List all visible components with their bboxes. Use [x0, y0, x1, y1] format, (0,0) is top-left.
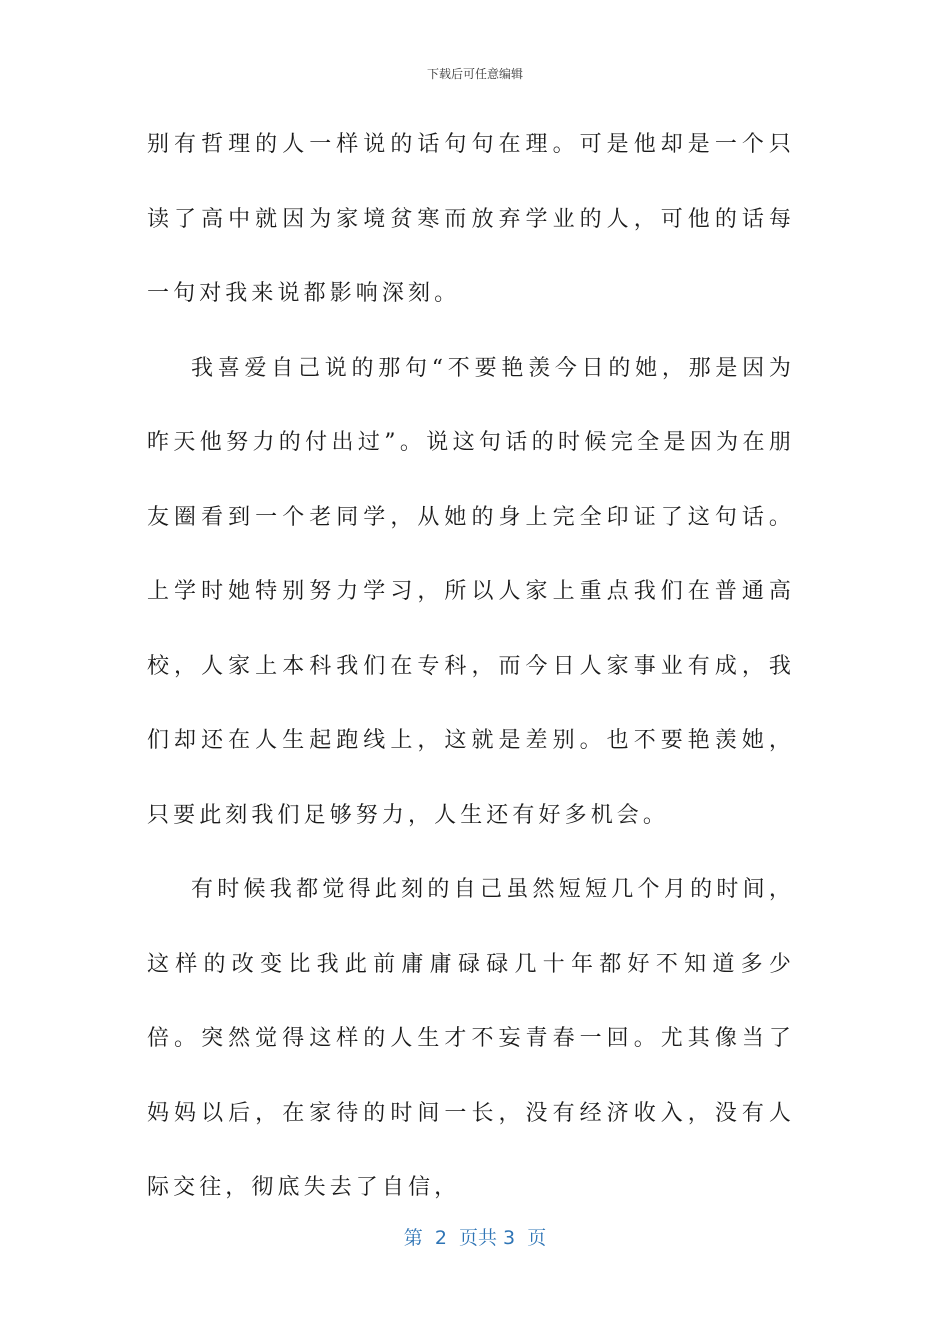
document-body [147, 108, 795, 1226]
page-number-footer: 第 2 页共 3 页 [403, 1227, 547, 1249]
page-header: 下载后可任意编辑 [426, 67, 523, 81]
paragraph-1: 别有哲理的人一样说的话句句在理。可是他却是一个只读了高中就因为家境贫寒而放弃学业的人，可他的话每一句对我来说都影响深刻。 [147, 132, 795, 306]
paragraph-3: 有时候我都觉得此刻的自己虽然短短几个月的时间，这样的改变比我此前庸庸碌碌几十年都好不知道多少倍。突然觉得这样的人生才不妄青春一回。尤其像当了妈妈以后，在家待的时间一长，没有经济收入，没有人际交往，彻底失去了自信， [147, 877, 795, 1200]
paragraph-2: 我喜爱自己说的那句“不要艳羡今日的她，那是因为昨天他努力的付出过”。说这句话的时候完全是因为在朋友圈看到一个老同学，从她的身上完全印证了这句话。上学时她特别努力学习，所以人家上重点我们在普通高校，人家上本科我们在专科，而今日人家事业有成，我们却还在人生起跑线上，这就是差别。也不要艳羡她，只要此刻我们足够努力，人生还有好多机会。 [147, 355, 795, 828]
